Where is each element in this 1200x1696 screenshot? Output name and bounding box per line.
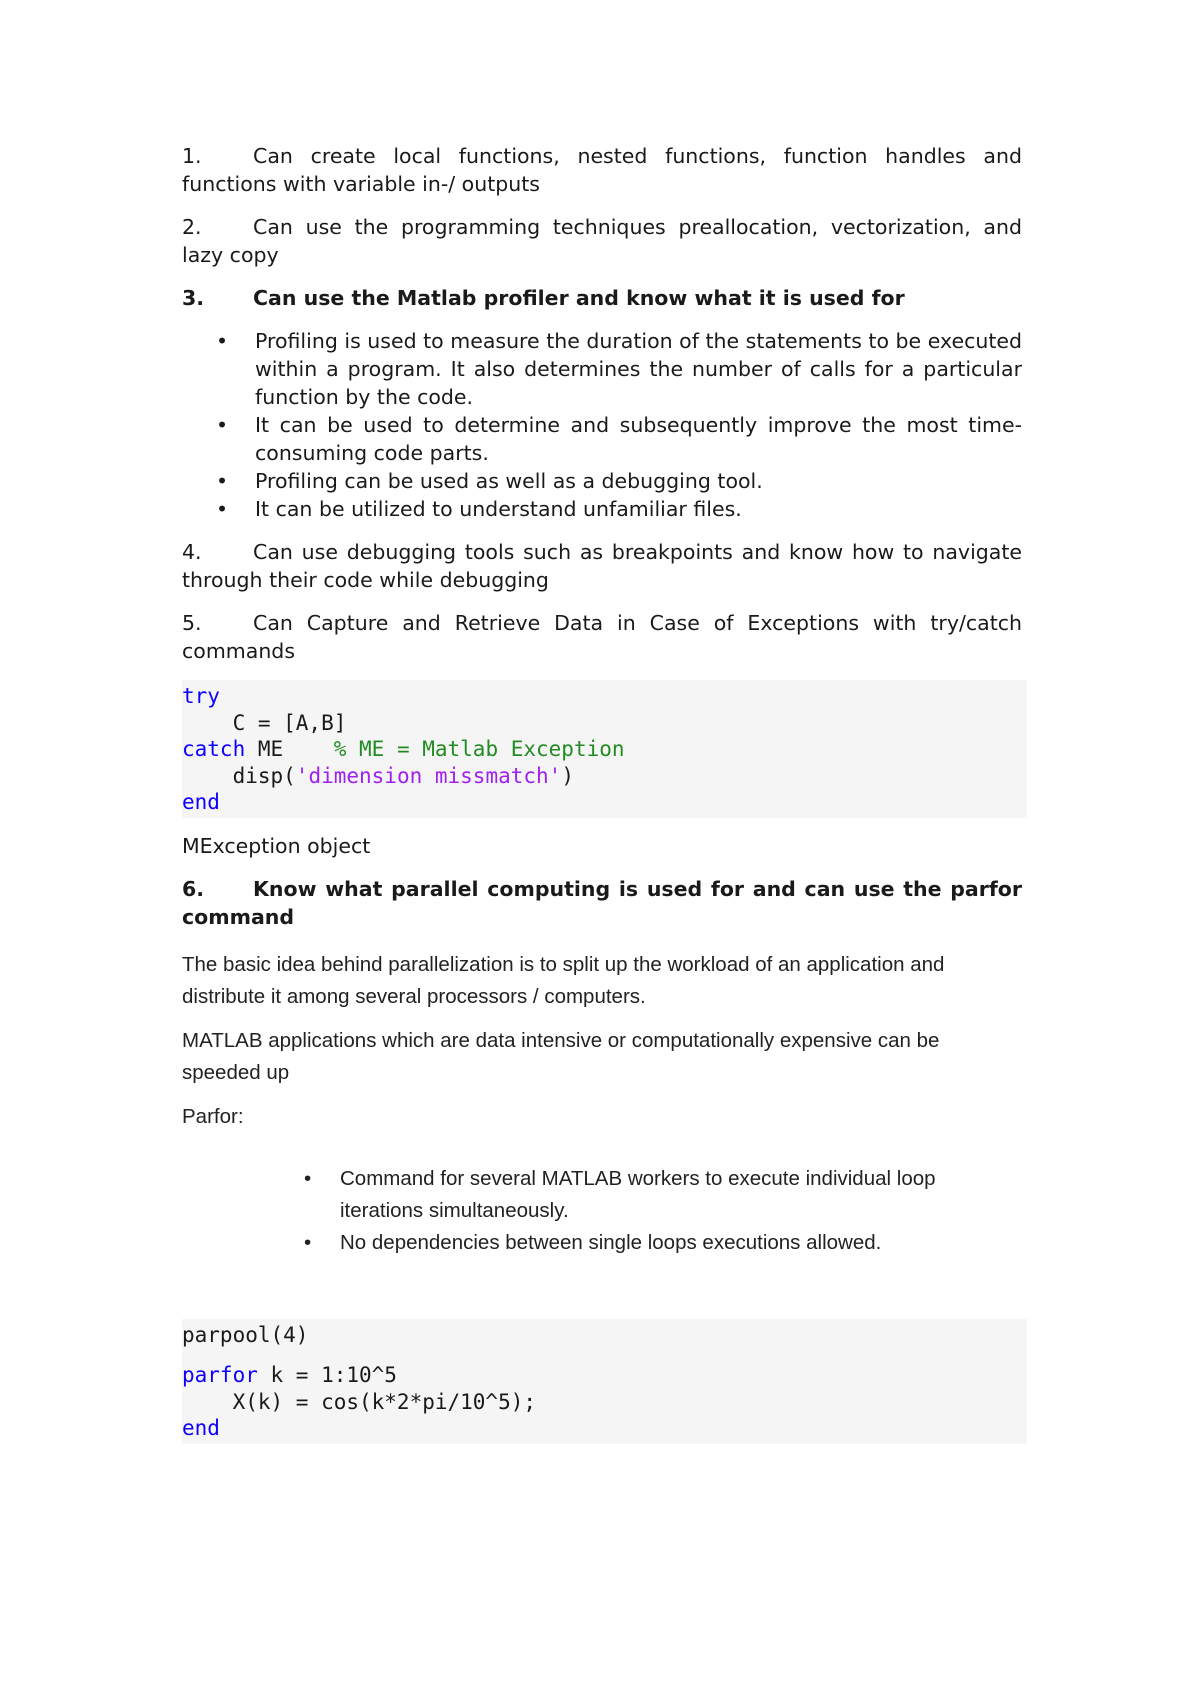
- item-number: 4.: [182, 540, 202, 564]
- keyword-catch: catch: [182, 737, 246, 761]
- parallel-paragraph-1: The basic idea behind parallelization is to split up the workload of an application and distribute it among several processors / computers.: [182, 952, 945, 1008]
- item-text: Can use debugging tools such as breakpoints and know how to navigate through their code while debugging: [182, 540, 1022, 592]
- item-text: Can Capture and Retrieve Data in Case of Exceptions with try/catch commands: [182, 611, 1022, 663]
- profiler-bullet-list: [182, 327, 1022, 523]
- mexception-text: MException object: [182, 833, 371, 858]
- parfor-bullet-list: [182, 1163, 1022, 1259]
- item-4: [182, 538, 1022, 594]
- keyword-end: end: [182, 1416, 220, 1440]
- item-text: Know what parallel computing is used for and can use the parfor command: [182, 876, 1022, 929]
- keyword-try: try: [182, 684, 220, 708]
- item-5: [182, 609, 1022, 665]
- item-2: [182, 213, 1022, 269]
- item-number: 1.: [182, 144, 202, 168]
- list-item: • It can be utilized to understand unfamiliar files.: [182, 495, 1022, 523]
- list-item: • No dependencies between single loops executions allowed.: [182, 1227, 1022, 1259]
- code-string: 'dimension missmatch': [295, 763, 562, 788]
- code-line: [182, 736, 1027, 763]
- item-text: Can use the Matlab profiler and know what it is used for: [253, 286, 905, 310]
- code-text: ME: [245, 737, 334, 761]
- list-item: • Profiling is used to measure the duration of the statements to be executed within a program. It also determines the number of calls for a particular function by the code.: [182, 327, 1022, 411]
- document-content: [182, 142, 1022, 1458]
- code-text: k = 1:10^5: [257, 1363, 397, 1387]
- item-6-heading: [182, 875, 1022, 931]
- code-comment: % ME = Matlab Exception: [333, 737, 625, 761]
- item-text: Can use the programming techniques preallocation, vectorization, and lazy copy: [182, 215, 1022, 267]
- list-item: • Command for several MATLAB workers to execute individual loop iterations simultaneously.: [182, 1163, 1022, 1227]
- item-3-heading: [182, 284, 1022, 312]
- parallel-section: [182, 949, 1022, 1259]
- item-1: [182, 142, 1022, 198]
- keyword-parfor: parfor: [182, 1363, 258, 1387]
- code-text: disp(: [182, 763, 296, 788]
- item-number: 3.: [182, 286, 205, 310]
- item-number: 5.: [182, 611, 202, 635]
- parallel-paragraph-2: MATLAB applications which are data intensive or computationally expensive can be speeded up: [182, 1028, 940, 1084]
- code-line: parpool(4): [182, 1322, 309, 1347]
- code-line: [182, 1415, 1027, 1442]
- code-line: C = [A,B]: [182, 710, 347, 735]
- code-line: [182, 789, 1027, 816]
- code-line: [182, 763, 1027, 790]
- item-number: 2.: [182, 215, 202, 239]
- try-catch-code-block: [182, 680, 1027, 818]
- parfor-label: Parfor:: [182, 1104, 244, 1128]
- list-item: • Profiling can be used as well as a debugging tool.: [182, 467, 1022, 495]
- code-line: X(k) = cos(k*2*pi/10^5);: [182, 1389, 537, 1414]
- keyword-end: end: [182, 790, 220, 814]
- code-blank-line: [182, 1348, 1027, 1362]
- parfor-code-block: [182, 1319, 1027, 1444]
- code-text: ): [561, 763, 574, 788]
- item-text: Can create local functions, nested functions, function handles and functions with variable in-/ outputs: [182, 144, 1022, 196]
- code-line: [182, 683, 1027, 710]
- list-item: • It can be used to determine and subsequently improve the most time-consuming code parts.: [182, 411, 1022, 467]
- code-line: [182, 1362, 1027, 1389]
- item-number: 6.: [182, 876, 205, 901]
